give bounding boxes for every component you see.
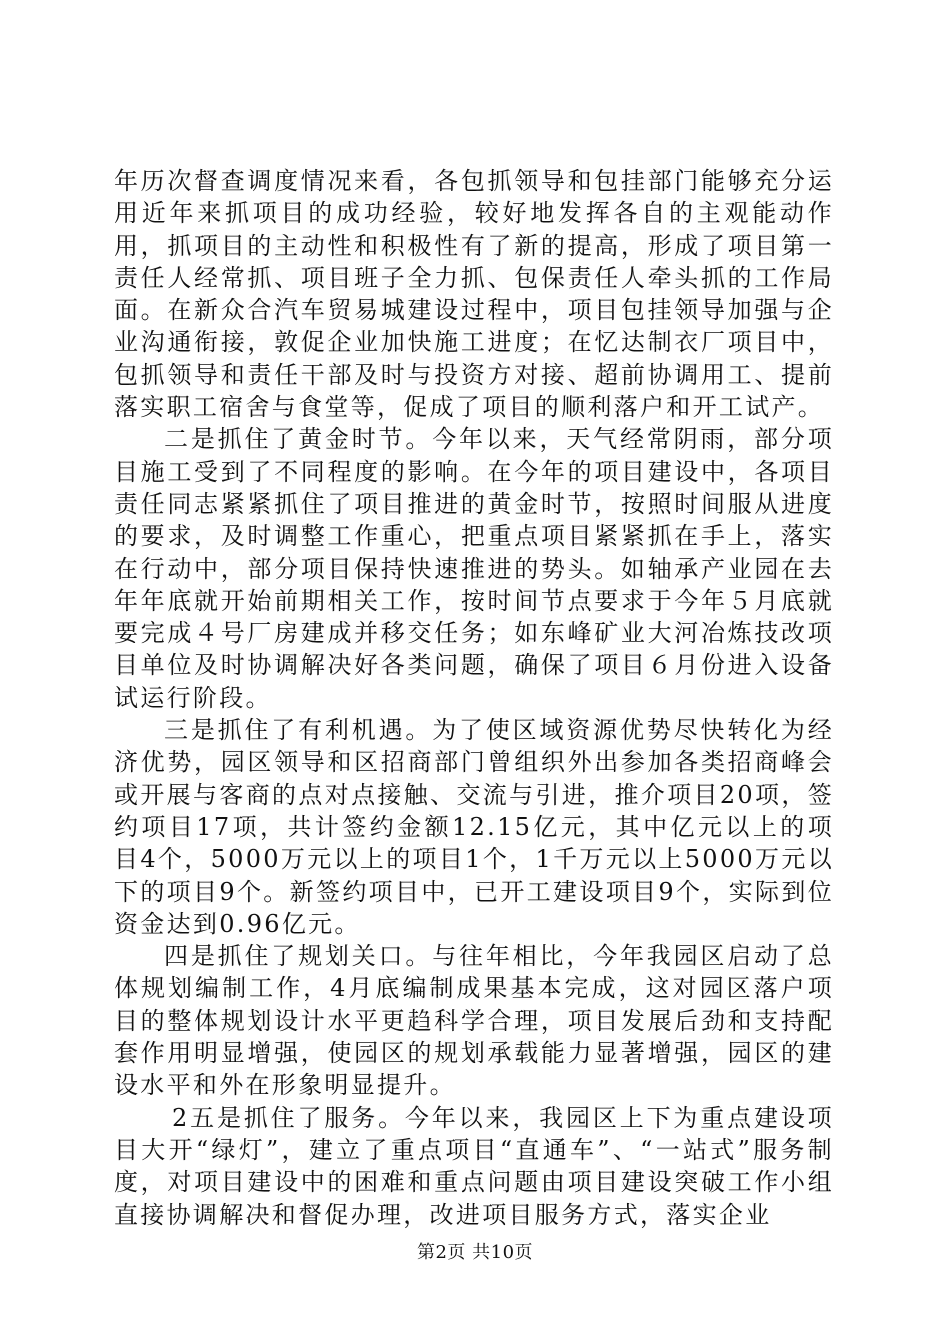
paragraph-planning: 四是抓住了规划关口。与往年相比，今年我园区启动了总体规划编制工作，4月底编制成果基本完成，这对园区落户项目的整体规划设计水平更趋科学合理，项目发展后劲和支持配套作用明显增强，使园区的规划承载能力显著增强，园区的建设水平和外在形象明显提升。 [114, 942, 834, 1100]
paragraph-service: 2五是抓住了服务。今年以来，我园区上下为重点建设项目大开“绿灯”，建立了重点项目“直通车”、“一站式”服务制度，对项目建设中的困难和重点问题由项目建设突破工作小组直接协调解决和督促办理，改进项目服务方式，落实企业 [114, 1103, 834, 1229]
page-number-footer: 第2页 共10页 [416, 1242, 534, 1263]
document-body [114, 165, 834, 1231]
paragraph-opportunity: 三是抓住了有利机遇。为了使区域资源优势尽快转化为经济优势，园区领导和区招商部门曾组织外出参加各类招商峰会或开展与客商的点对点接触、交流与引进，推介项目20项，签约项目17项，共计签约金额12.15亿元，其中亿元以上的项目4个，5000万元以上的项目1个，1千万元以上5000万元以下的项目9个。新签约项目中，已开工建设项目9个，实际到位资金达到0.96亿元。 [114, 716, 834, 938]
paragraph-golden-season: 二是抓住了黄金时节。今年以来，天气经常阴雨，部分项目施工受到了不同程度的影响。在今年的项目建设中，各项目责任同志紧紧抓住了项目推进的黄金时节，按照时间服从进度的要求，及时调整工作重心，把重点项目紧紧抓在手上，落实在行动中，部分项目保持快速推进的势头。如轴承产业园在去年年底就开始前期相关工作，按时间节点要求于今年５月底就要完成４号厂房建成并移交任务；如东峰矿业大河冶炼技改项目单位及时协调解决好各类问题，确保了项目６月份进入设备试运行阶段。 [114, 425, 834, 712]
paragraph-continuation: 年历次督查调度情况来看，各包抓领导和包挂部门能够充分运用近年来抓项目的成功经验，较好地发挥各自的主观能动作用，抓项目的主动性和积极性有了新的提高，形成了项目第一责任人经常抓、项目班子全力抓、包保责任人牵头抓的工作局面。在新众合汽车贸易城建设过程中，项目包挂领导加强与企业沟通衔接，敦促企业加快施工进度；在忆达制衣厂项目中，包抓领导和责任干部及时与投资方对接、超前协调用工、提前落实职工宿舍与食堂等，促成了项目的顺利落户和开工试产。 [114, 167, 834, 422]
